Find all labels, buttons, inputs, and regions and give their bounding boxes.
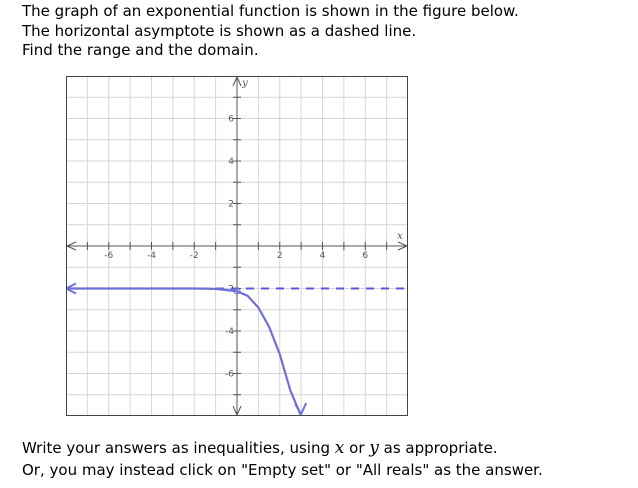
x-tick-label: -6 [104,251,114,261]
y-tick-label: 2 [228,199,234,210]
tick-labels [104,78,403,380]
variable-x: x [334,438,345,458]
question-text [22,2,519,61]
x-tick-label: -2 [189,251,199,261]
x-tick-label: -4 [147,251,156,261]
y-tick-label: 6 [228,114,234,125]
question-line-1: The graph of an exponential function is shown in the figure below. [22,2,519,20]
variable-y: y [369,438,379,458]
x-axis-label: x [397,231,403,242]
question-line-3: Find the range and the domain. [22,41,259,59]
question-line-2: The horizontal asymptote is shown as a dashed line. [22,21,417,40]
exponential-graph [66,76,408,416]
answer-instructions [22,437,543,481]
x-tick-label: 4 [319,251,326,261]
graph [66,76,408,416]
y-tick-label: -6 [225,369,234,380]
y-axis-label: y [242,78,248,89]
instructions-line-2: Or, you may instead click on "Empty set" or "All reals" as the answer. [22,461,543,479]
x-tick-label: 6 [362,251,369,261]
axes [66,76,408,416]
y-tick-label: 4 [228,157,234,167]
instructions-line-1: Write your answers as inequalities, using x or y as appropriate. [22,438,498,458]
y-tick-label: -4 [225,327,234,337]
x-tick-label: 2 [276,251,283,261]
y-tick-label: -2 [225,284,234,295]
